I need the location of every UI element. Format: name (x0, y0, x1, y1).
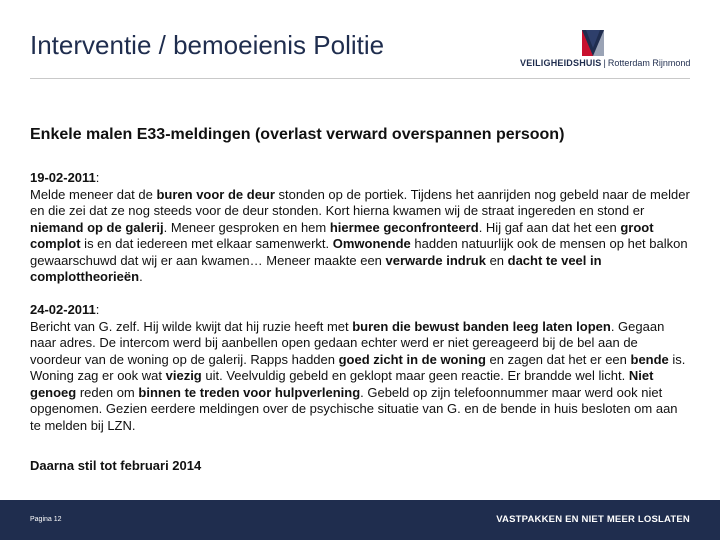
entry-1-emphasis: dacht te veel in complottheorieën (30, 252, 602, 284)
entry-1-emphasis: groot complot (30, 219, 654, 251)
title-divider (30, 78, 690, 79)
entry-2 (30, 302, 690, 434)
entry-2-date: 24-02-2011 (30, 302, 96, 317)
closing-note: Daarna stil tot februari 2014 (30, 458, 202, 473)
entry-2-emphasis: binnen te treden voor hulpverlening (138, 384, 361, 400)
veiligheidshuis-logo (520, 30, 695, 70)
entry-1-text: Melde meneer dat de (30, 186, 157, 202)
footer-slogan: VASTPAKKEN EN NIET MEER LOSLATEN (496, 514, 690, 525)
entry-2-text: uit. Veelvuldig gebeld en geklopt maar geen reactie. Er brandde wel licht. (201, 368, 629, 383)
entry-1 (30, 170, 690, 286)
entry-1-text: hadden natuurlijk ook de mensen op het balkon gewaarschuwd dat wij er aan kwamen… Meneer maakte een (30, 236, 688, 268)
logo-shield-icon (582, 30, 604, 56)
entry-2-emphasis: viezig (165, 368, 202, 383)
incident-log (30, 170, 690, 434)
entry-1-colon: : (95, 170, 100, 185)
entry-2-text: . Gebeld op zijn telefoonnummer maar werd ook niet opgenomen. Gezien eerdere meldingen over de psychische situatie van G. en de bende in huis besloten om aan te melden bij LZN. (30, 384, 678, 433)
entry-1-emphasis: Omwonende (332, 236, 411, 251)
entry-1-text: . Hij gaf aan dat het een (478, 219, 621, 235)
entry-1-text: stonden op de portiek. Tijdens het aanrijden nog gebeld naar de melder en die zei dat ze nog steeds voor de deur stonden. Kort hierna kwamen wij de straat ingereden en stond er (30, 186, 690, 218)
entry-1-text: . (139, 269, 143, 284)
entry-2-text: . Gegaan naar adres. De intercom werd bij aanbellen open gedaan echter werd er niet gereageerd bij de bel aan de voordeur van de woning op de galerij. Rapps hadden (30, 318, 665, 367)
entry-2-text: en zagen dat het er een (485, 351, 631, 367)
entry-spacer (30, 286, 690, 303)
logo-region: Rotterdam Rijnmond (607, 58, 691, 68)
entry-1-emphasis: hiermee geconfronteerd (329, 219, 479, 235)
logo-text (520, 58, 690, 68)
logo-separator: | (603, 58, 606, 68)
entry-1-emphasis: buren voor de deur (156, 186, 275, 202)
entry-2-text: reden om (76, 384, 139, 400)
entry-1-date: 19-02-2011 (30, 170, 96, 185)
slide-title: Interventie / bemoeienis Politie (30, 30, 385, 60)
entry-1-text: . Meneer gesproken en hem (163, 219, 330, 235)
entry-1-text: is en dat iedereen met elkaar samenwerkt. (80, 236, 333, 251)
entry-1-emphasis: verwarde indruk (385, 252, 486, 268)
entry-2-emphasis: bende (630, 351, 669, 367)
entry-1-text: en (485, 252, 508, 268)
section-heading: Enkele malen E33-meldingen (overlast verward overspannen persoon) (30, 126, 565, 143)
entry-2-colon: : (95, 302, 100, 317)
entry-2-text: Bericht van G. zelf. Hij wilde kwijt dat hij ruzie heeft met (30, 318, 353, 334)
entry-2-emphasis: Niet genoeg (30, 368, 654, 400)
footer-bar (0, 500, 720, 540)
page-number: Pagina 12 (30, 516, 62, 523)
entry-2-emphasis: goed zicht in de woning (338, 351, 486, 367)
entry-2-text: is. Woning zag er ook wat (30, 351, 686, 383)
logo-brand: VEILIGHEIDSHUIS (520, 58, 602, 68)
entry-2-emphasis: buren die bewust banden leeg laten lopen (352, 318, 611, 334)
entry-1-emphasis: niemand op de galerij (30, 219, 164, 235)
